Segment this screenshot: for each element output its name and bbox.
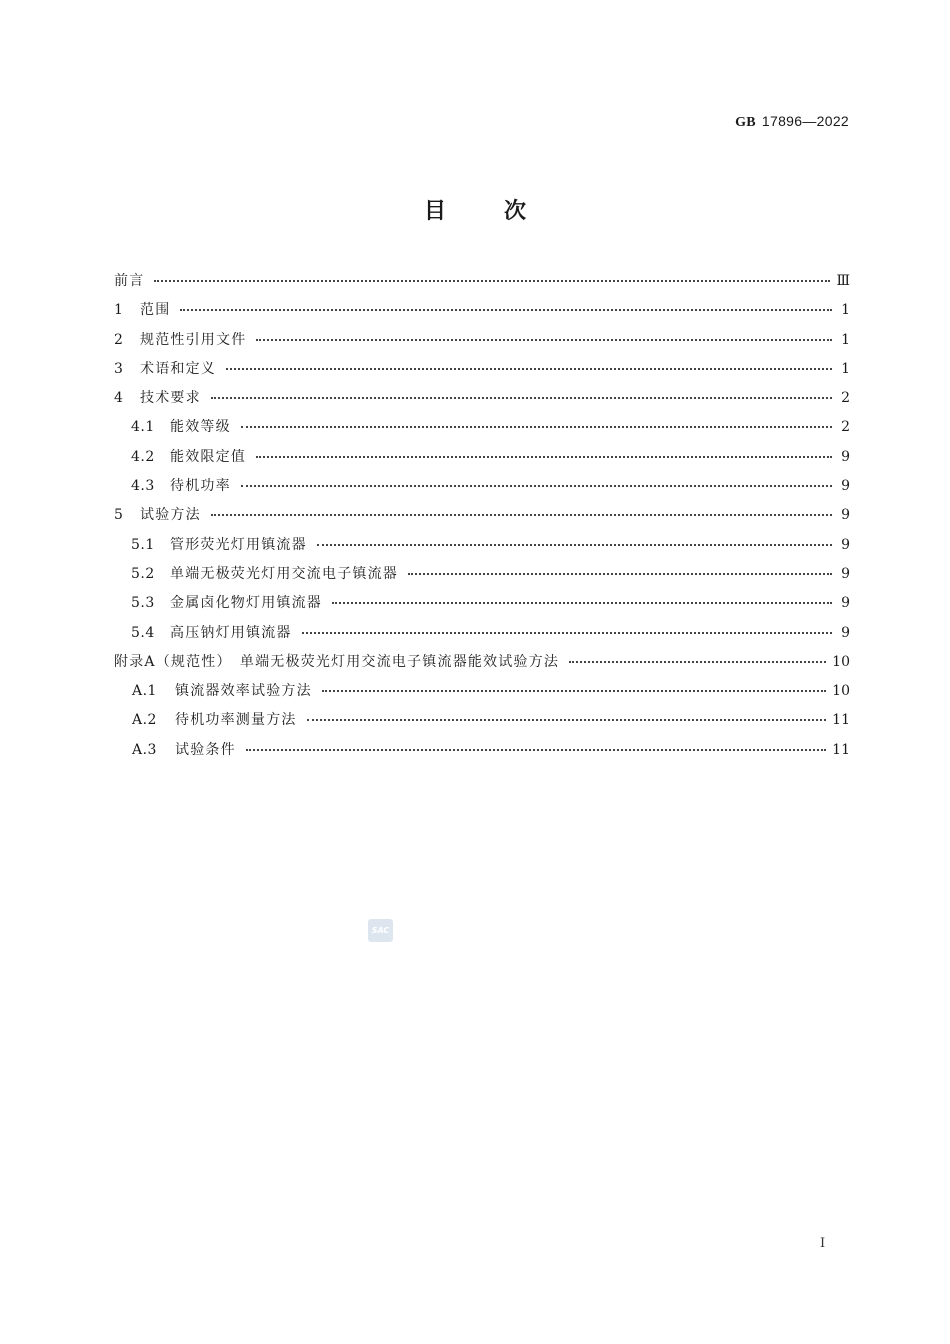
toc-dot-leader xyxy=(332,601,832,604)
toc-entry-label: 能效等级 xyxy=(170,419,231,436)
toc-entry-label: 能效限定值 xyxy=(170,448,246,465)
toc-entry-page: 1 xyxy=(841,302,850,319)
toc-entry-page: 9 xyxy=(841,565,850,582)
toc-entry-page: 11 xyxy=(832,741,850,758)
toc-entry-number: 1 xyxy=(114,302,124,319)
toc-entry-page: 2 xyxy=(841,390,850,407)
toc-entry-number: 4.1 xyxy=(131,419,155,436)
toc-entry-label: 待机功率 xyxy=(170,478,231,495)
toc-entry-label: 单端无极荧光灯用交流电子镇流器 xyxy=(170,565,398,582)
toc-entry-label: 管形荧光灯用镇流器 xyxy=(170,536,307,553)
toc-entry-number: A.1 xyxy=(132,683,157,700)
toc-entry-label: 范围 xyxy=(140,302,171,319)
toc-entry[interactable] xyxy=(114,709,850,738)
toc-dot-leader xyxy=(246,748,826,751)
toc-entry-page: 9 xyxy=(841,536,850,553)
toc-entry-page: Ⅲ xyxy=(836,273,850,289)
toc-entry-number: A.2 xyxy=(132,712,157,729)
toc-entry-number: 2 xyxy=(114,331,124,348)
toc-entry-page: 11 xyxy=(832,712,850,729)
toc-entry[interactable] xyxy=(114,387,850,416)
toc-entry-label: 待机功率测量方法 xyxy=(175,712,297,729)
page-title: 目次 xyxy=(423,199,584,224)
toc-entry[interactable] xyxy=(114,446,850,475)
toc-dot-leader xyxy=(408,572,832,575)
standard-prefix: GB xyxy=(735,115,756,130)
toc-dot-leader xyxy=(241,484,832,487)
toc-dot-leader xyxy=(256,338,832,341)
toc-entry[interactable] xyxy=(114,622,850,651)
standard-code xyxy=(735,113,849,131)
toc-entry-page: 9 xyxy=(841,478,850,495)
toc-entry-label: 试验方法 xyxy=(140,507,201,524)
toc-entry-page: 10 xyxy=(832,683,850,700)
toc-entry-label: 试验条件 xyxy=(175,741,236,758)
page-number: Ⅰ xyxy=(820,1236,826,1251)
toc-entry-number: 5.2 xyxy=(131,565,155,582)
toc-entry[interactable] xyxy=(114,739,850,768)
toc-entry-page: 9 xyxy=(841,448,850,465)
toc-dot-leader xyxy=(317,543,832,546)
toc-dot-leader xyxy=(569,660,826,663)
toc-dot-leader xyxy=(211,513,832,516)
toc-dot-leader xyxy=(211,396,832,399)
toc-entry[interactable] xyxy=(114,534,850,563)
toc-entry-number: 5.1 xyxy=(131,536,155,553)
toc-dot-leader xyxy=(241,425,832,428)
toc-entry[interactable] xyxy=(114,475,850,504)
toc-entry[interactable] xyxy=(114,592,850,621)
toc-dot-leader xyxy=(180,308,832,311)
toc-entry-page: 1 xyxy=(841,360,850,377)
standard-number: 17896—2022 xyxy=(761,113,849,129)
toc-entry[interactable] xyxy=(114,416,850,445)
toc-entry-page: 9 xyxy=(841,507,850,524)
toc-entry-label: 术语和定义 xyxy=(140,360,216,377)
toc-entry[interactable] xyxy=(114,651,850,680)
toc-entry[interactable] xyxy=(114,270,850,299)
toc-entry-number: 4.3 xyxy=(131,478,155,495)
toc-entry-label: 技术要求 xyxy=(140,390,201,407)
table-of-contents xyxy=(114,270,850,768)
toc-entry-number: 5.4 xyxy=(131,624,155,641)
toc-entry-number: A.3 xyxy=(132,741,157,758)
toc-entry-page: 10 xyxy=(832,653,850,670)
toc-dot-leader xyxy=(154,279,830,282)
toc-entry-label: 规范性引用文件 xyxy=(140,331,247,348)
toc-entry-number: 4.2 xyxy=(131,448,155,465)
toc-entry-label: 高压钠灯用镇流器 xyxy=(170,624,292,641)
toc-entry[interactable] xyxy=(114,329,850,358)
toc-entry-label: 附录A（规范性） 单端无极荧光灯用交流电子镇流器能效试验方法 xyxy=(114,653,560,670)
toc-dot-leader xyxy=(302,631,832,634)
toc-entry-page: 1 xyxy=(841,331,850,348)
toc-entry-number: 3 xyxy=(114,360,124,377)
toc-entry[interactable] xyxy=(114,504,850,533)
toc-dot-leader xyxy=(226,367,832,370)
toc-dot-leader xyxy=(256,455,832,458)
toc-entry[interactable] xyxy=(114,358,850,387)
toc-entry-page: 2 xyxy=(841,419,850,436)
toc-entry-number: 4 xyxy=(114,390,124,407)
toc-entry-page: 9 xyxy=(841,595,850,612)
toc-entry-label: 前言 xyxy=(114,273,145,289)
toc-dot-leader xyxy=(307,718,827,721)
toc-entry-page: 9 xyxy=(841,624,850,641)
toc-entry-number: 5.3 xyxy=(131,595,155,612)
toc-entry[interactable] xyxy=(114,299,850,328)
toc-dot-leader xyxy=(322,689,826,692)
toc-entry[interactable] xyxy=(114,680,850,709)
toc-entry-label: 镇流器效率试验方法 xyxy=(175,683,312,700)
toc-entry-label: 金属卤化物灯用镇流器 xyxy=(170,595,322,612)
sac-watermark-logo: SAC xyxy=(368,919,393,942)
toc-entry-number: 5 xyxy=(114,507,124,524)
toc-entry[interactable] xyxy=(114,563,850,592)
